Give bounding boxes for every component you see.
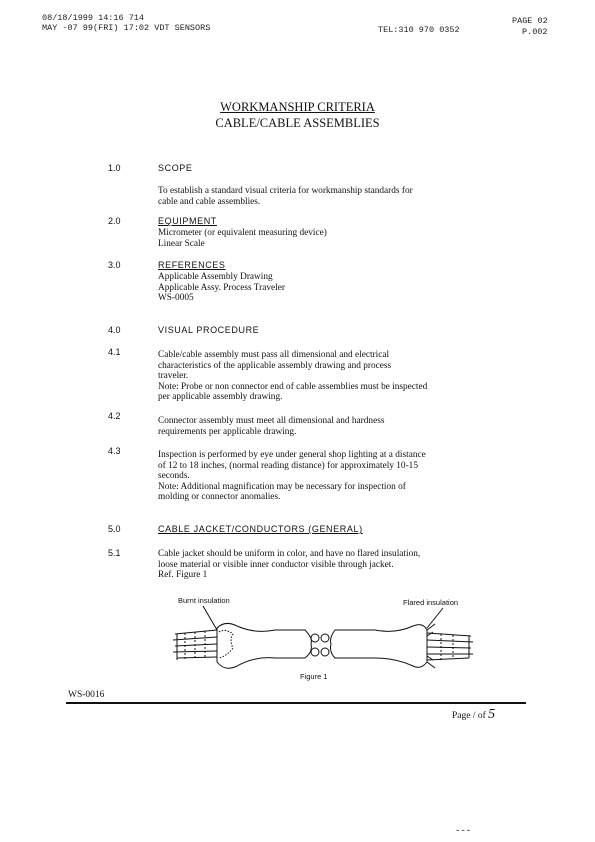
section-body-references [158,272,528,304]
section-number-4-3: 4.3 [108,446,121,456]
right-conductors-icon [427,633,473,660]
text-line: of 12 to 18 inches, (normal reading distance) for approximately 10-15 [158,460,418,471]
document-subtitle: CABLE/CABLE ASSEMBLIES [215,116,380,130]
text-line: characteristics of the applicable assembly drawing and process [158,360,392,371]
figure-label-flared: Flared insulation [403,598,459,607]
footer-rule [66,702,526,704]
section-number-jacket: 5.0 [108,524,121,534]
left-cable-jacket [217,623,311,668]
figure-label-burnt: Burnt insulation [178,596,230,605]
text-line: molding or connector anomalies. [158,492,281,502]
section-number-visual: 4.0 [108,325,121,335]
bottom-fax-mark: --- [455,826,472,836]
text-line: cable and cable assemblies. [158,196,261,207]
fax-timestamp-line1: 08/18/1999 14:16 714 [42,13,145,23]
text-line: Micrometer (or equivalent measuring device) [158,228,327,238]
right-cable-jacket [331,625,428,668]
section-body-4-1 [158,350,528,403]
text-line: per applicable assembly drawing. [158,392,283,402]
section-body-scope [158,186,528,207]
break-mark-icon [311,648,319,656]
text-line: To establish a standard visual criteria for workmanship standards for [158,186,413,196]
section-heading-jacket: CABLE JACKET/CONDUCTORS (GENERAL) [158,524,363,534]
text-line: Note: Additional magnification may be necessary for inspection of [158,481,406,492]
text-line: Linear Scale [158,238,205,249]
section-number-scope: 1.0 [108,163,121,173]
section-number-5-1: 5.1 [108,548,121,558]
figure-caption: Figure 1 [300,672,328,681]
text-line: Ref. Figure 1 [158,570,208,580]
fax-page-code: P.002 [522,27,548,37]
fax-timestamp-line2: MAY -07 99(FRI) 17:02 VDT SENSORS [42,23,211,33]
leader-line-flared [427,608,443,628]
break-mark-icon [311,634,319,642]
footer-doc-number: WS-0016 [68,690,105,700]
section-heading-scope: SCOPE [158,163,193,173]
text-line: Note: Probe or non connector end of cable assemblies must be inspected [158,381,428,392]
section-heading-visual: VISUAL PROCEDURE [158,325,260,335]
text-line: Applicable Assy. Process Traveler [158,282,285,293]
document-title: WORKMANSHIP CRITERIA [220,100,375,114]
text-line: loose material or visible inner conductor visible through jacket. [158,559,394,570]
text-line: requirements per applicable drawing. [158,426,297,437]
section-body-equipment [158,228,528,249]
fax-telephone: TEL:310 970 0352 [378,25,460,35]
page-total: 5 [488,707,496,722]
section-number-references: 3.0 [108,260,121,270]
text-line: traveler. [158,371,189,381]
break-mark-icon [321,648,329,656]
section-body-5-1 [158,549,528,581]
text-line: WS-0005 [158,293,194,303]
footer-page-label [452,707,495,723]
text-line: Applicable Assembly Drawing [158,272,273,282]
section-number-4-2: 4.2 [108,411,121,421]
section-number-4-1: 4.1 [108,347,121,357]
text-line: Cable/cable assembly must pass all dimensional and electrical [158,350,390,360]
text-line: Cable jacket should be uniform in color, and have no flared insulation, [158,549,421,559]
break-mark-icon [321,634,329,642]
leader-line-burnt [203,606,217,630]
section-heading-equipment: EQUIPMENT [158,216,217,226]
cable-figure [165,600,495,680]
section-body-4-3 [158,450,528,503]
flared-insulation-icon [427,624,435,668]
section-number-equipment: 2.0 [108,216,121,226]
section-heading-references: REFERENCES [158,260,226,270]
burnt-insulation-icon [219,630,233,658]
section-body-4-2 [158,416,528,437]
page-of-label: Page / of [452,711,486,721]
text-line: Inspection is performed by eye under general shop lighting at a distance [158,450,426,460]
text-line: Connector assembly must meet all dimensional and hardness [158,416,385,426]
text-line: seconds. [158,471,190,481]
left-conductors-icon [173,630,217,660]
fax-page-number: PAGE 02 [512,16,548,26]
